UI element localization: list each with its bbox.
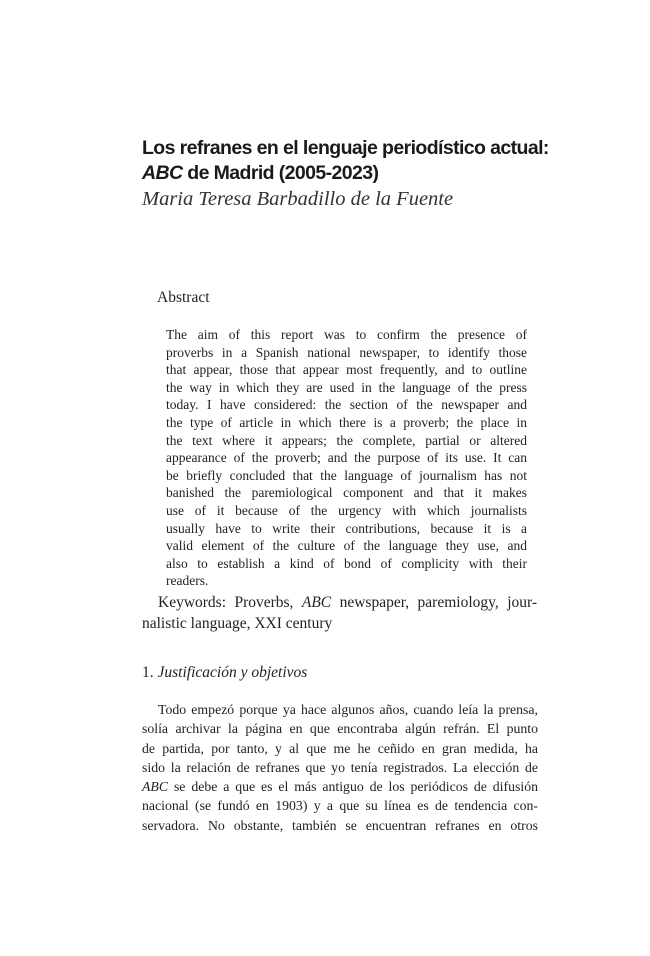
keywords-line-1 — [142, 592, 537, 613]
title-newspaper-name: ABC — [142, 162, 183, 184]
title-line-2 — [142, 161, 562, 186]
abstract-line: readers. — [166, 573, 209, 589]
abstract-line: that appear, those that appear most frequently, and to outline — [166, 362, 527, 378]
body-line: servadora. No obstante, también se encuentran refranes en otros — [142, 817, 538, 833]
abstract-line: also to establish a kind of bond of complicity with their — [166, 555, 527, 571]
abstract-line: usually have to write their contributions, because it is a — [166, 520, 527, 536]
keywords — [142, 592, 537, 634]
paper-title — [142, 136, 562, 186]
abstract-line: The aim of this report was to confirm the presence of — [166, 327, 527, 342]
abstract-line: banished the paremiological component and that it makes — [166, 485, 527, 501]
body-line: de partida, por tanto, y al que me he ceñido en gran medida, ha — [142, 740, 538, 756]
section-number: 1. — [142, 664, 158, 681]
body-line — [142, 777, 538, 796]
body-line-5-rest: se debe a que es el más antiguo de los periódicos de difusión — [168, 779, 538, 795]
body-line: sido la relación de refranes que yo tenía registrados. La elección de — [142, 759, 538, 775]
body-line: Todo empezó porque ya hace algunos años, cuando leía la prensa, — [158, 702, 538, 717]
author-name: Maria Teresa Barbadillo de la Fuente — [142, 188, 454, 210]
abstract-line: the way in which they are used in the language of the press — [166, 379, 527, 395]
abstract-line: proverbs in a Spanish national newspaper, to identify those — [166, 344, 527, 360]
body-paragraph — [142, 700, 538, 835]
abstract-body — [166, 326, 527, 590]
title-line-2-rest: de Madrid (2005-2023) — [182, 162, 379, 184]
body-newspaper-name: ABC — [142, 779, 169, 795]
abstract-heading: Abstract — [157, 289, 210, 306]
body-line: solía archivar la página en que encontraba algún refrán. El punto — [142, 721, 538, 737]
section-title: Justificación y objetivos — [157, 664, 308, 681]
keywords-label: Keywords: Proverbs, — [158, 594, 302, 611]
abstract-line: today. I have considered: the section of the newspaper and — [166, 397, 527, 413]
abstract-line: valid element of the culture of the language they use, and — [166, 538, 527, 554]
keywords-rest: newspaper, paremiology, jour- — [331, 594, 538, 611]
section-heading — [142, 664, 307, 682]
abstract-line: be briefly concluded that the language of journalism has not — [166, 467, 527, 483]
body-line: nacional (se fundó en 1903) y a que su línea es de tendencia con- — [142, 798, 538, 814]
keywords-italic: ABC — [301, 594, 332, 611]
abstract-line: appearance of the proverb; and the purpose of its use. It can — [166, 450, 527, 466]
title-line-1: Los refranes en el lenguaje periodístico actual: — [142, 137, 549, 159]
abstract-line: use of it because of the urgency with which journalists — [166, 502, 527, 518]
abstract-line: the text where it appears; the complete, partial or altered — [166, 432, 527, 448]
keywords-line-2: nalistic language, XXI century — [142, 615, 333, 632]
abstract-line: the type of article in which there is a proverb; the place in — [166, 414, 527, 430]
